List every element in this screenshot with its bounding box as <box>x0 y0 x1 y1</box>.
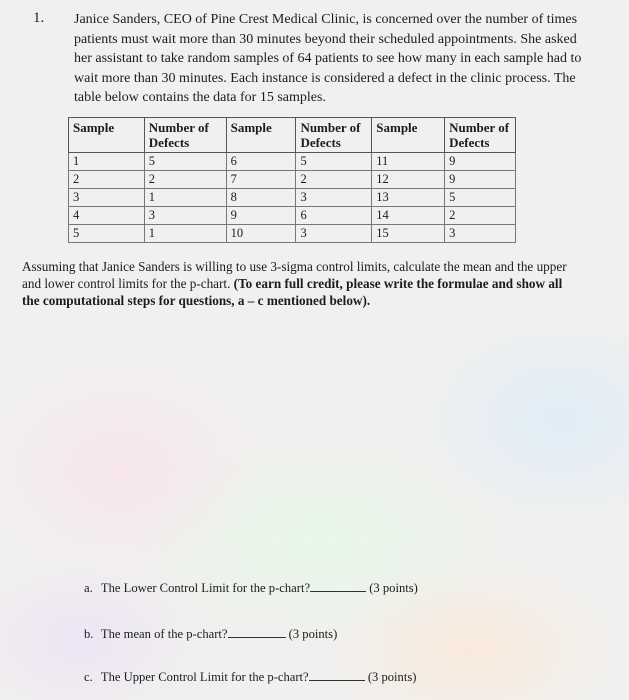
table-cell: 5 <box>445 189 516 207</box>
table-cell: 12 <box>372 171 445 189</box>
table-header: Sample <box>69 118 145 153</box>
table-cell: 15 <box>372 225 445 243</box>
item-text: The mean of the p-chart? <box>100 627 228 641</box>
table-cell: 5 <box>296 153 372 171</box>
table-header-row <box>69 118 516 153</box>
answer-blank[interactable] <box>310 579 366 592</box>
table-cell: 5 <box>144 153 226 171</box>
question-c <box>84 668 416 685</box>
answer-blank[interactable] <box>228 625 286 638</box>
table-header: Number of Defects <box>144 118 226 153</box>
table-cell: 2 <box>445 207 516 225</box>
table-cell: 3 <box>144 207 226 225</box>
intro-text: Janice Sanders, CEO of Pine Crest Medical Clinic, is concerned over the number of times patients must wait more than 30 minutes beyond their scheduled appointments. She asked her assistant to take random samples of 64 patients to see how many in each sample had to wait more than 30 minutes. Each instance is considered a defect in the clinic process. The table below contains the data for 15 samples. <box>74 12 582 105</box>
instructions-bold: (To earn full credit, please write the formulae and show all the computational steps for questions, a – c mentioned below). <box>22 276 563 308</box>
table-row <box>69 207 516 225</box>
table-cell: 3 <box>296 189 372 207</box>
defects-table <box>68 117 516 243</box>
instructions-text: Assuming that Janice Sanders is willing to use 3-sigma control limits, calculate the mean and the upper and lower control limits for the p-chart. <box>22 259 567 291</box>
table-header: Sample <box>372 118 445 153</box>
table-cell: 4 <box>69 207 145 225</box>
table-cell: 6 <box>296 207 372 225</box>
table-cell: 3 <box>296 225 372 243</box>
answer-blank[interactable] <box>309 668 365 681</box>
table-row <box>69 153 516 171</box>
item-letter: a. <box>84 581 93 595</box>
item-points: (3 points) <box>367 670 417 684</box>
item-letter: b. <box>84 627 94 641</box>
table-cell: 5 <box>69 225 145 243</box>
question-a <box>84 579 418 596</box>
table-cell: 11 <box>372 153 445 171</box>
table-header: Sample <box>226 118 296 153</box>
item-text: The Upper Control Limit for the p-chart? <box>100 670 309 684</box>
item-points: (3 points) <box>288 627 338 641</box>
table-header: Number of Defects <box>445 118 516 153</box>
table-cell: 9 <box>445 171 516 189</box>
table-cell: 2 <box>296 171 372 189</box>
table-cell: 2 <box>144 171 226 189</box>
table-cell: 10 <box>226 225 296 243</box>
table-cell: 2 <box>69 171 145 189</box>
table-header: Number of Defects <box>296 118 372 153</box>
table-cell: 1 <box>144 225 226 243</box>
table-cell: 1 <box>69 153 145 171</box>
table-cell: 13 <box>372 189 445 207</box>
table-cell: 3 <box>69 189 145 207</box>
table-cell: 9 <box>445 153 516 171</box>
table-cell: 14 <box>372 207 445 225</box>
table-row <box>69 171 516 189</box>
item-letter: c. <box>84 670 93 684</box>
table-row <box>69 225 516 243</box>
item-text: The Lower Control Limit for the p-chart? <box>100 581 311 595</box>
table-row <box>69 189 516 207</box>
table-cell: 1 <box>144 189 226 207</box>
table-cell: 6 <box>226 153 296 171</box>
table-cell: 9 <box>226 207 296 225</box>
table-cell: 8 <box>226 189 296 207</box>
item-points: (3 points) <box>369 581 418 595</box>
instructions <box>22 258 582 309</box>
table-cell: 7 <box>226 171 296 189</box>
question-b <box>84 625 337 642</box>
problem-statement <box>74 10 586 108</box>
table-cell: 3 <box>445 225 516 243</box>
question-number: 1. <box>33 10 45 26</box>
